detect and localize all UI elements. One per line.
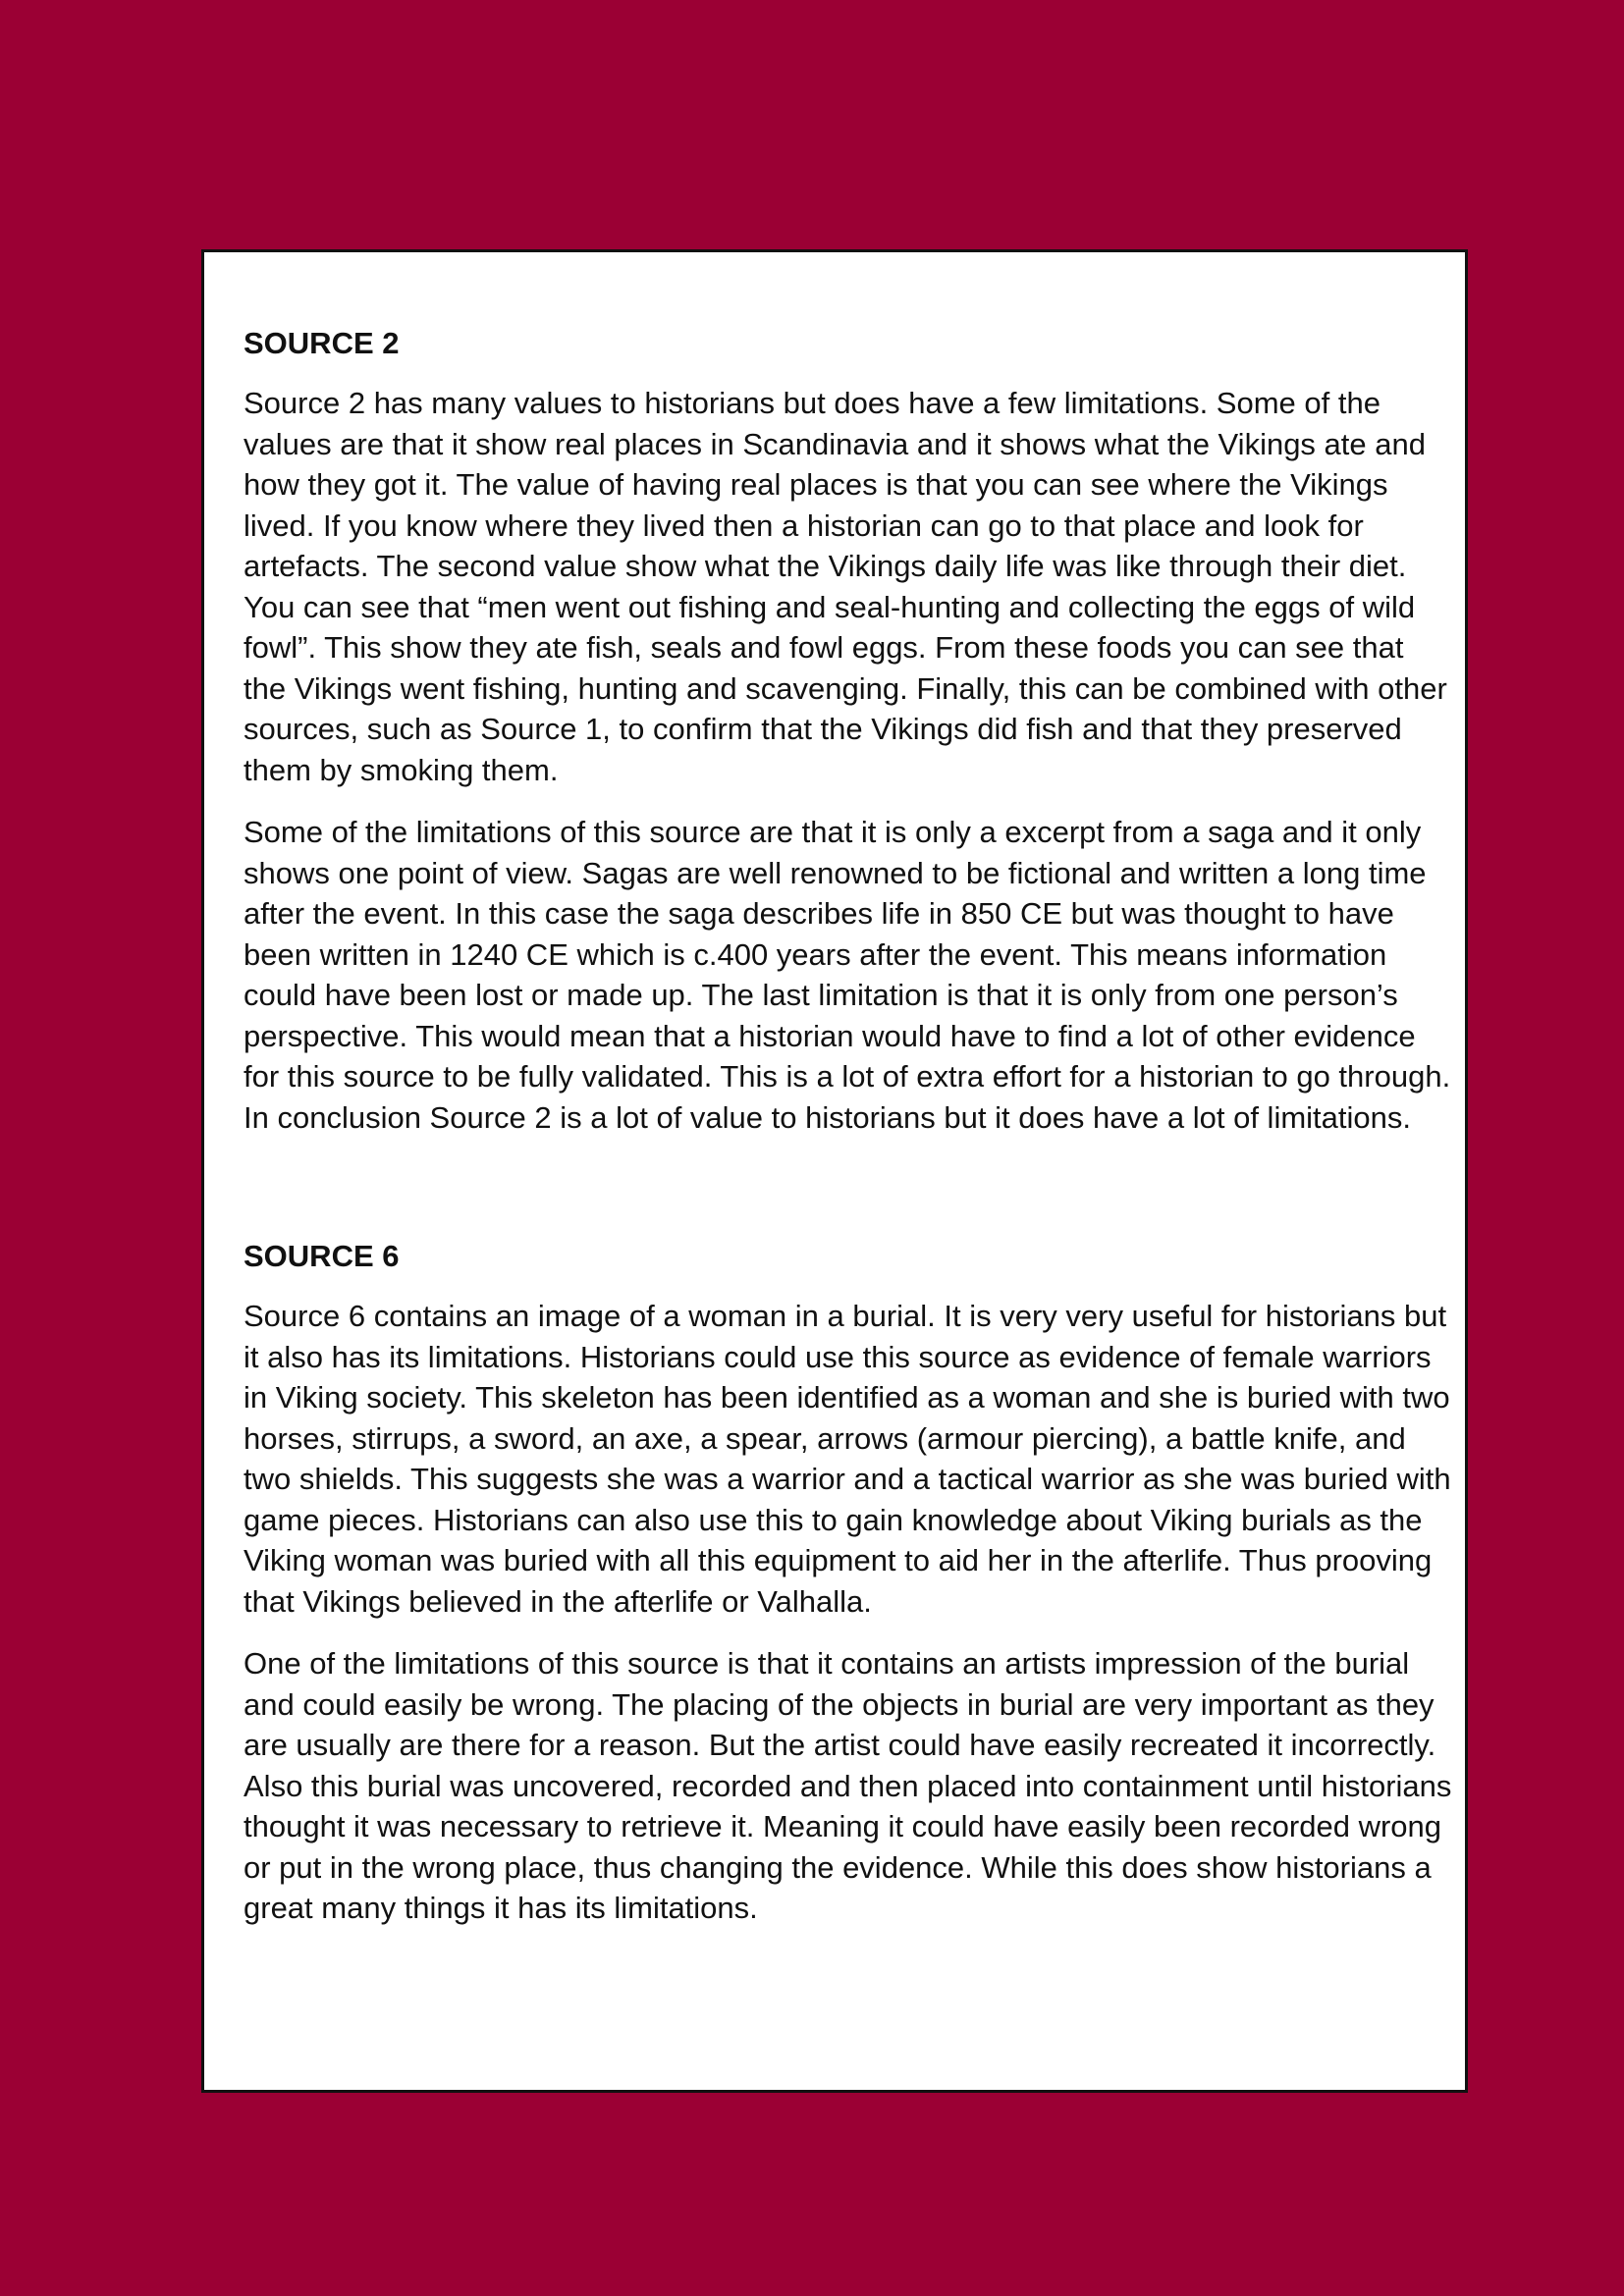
section-heading: SOURCE 2 [244,326,400,360]
section-source-6 [244,1236,1453,1929]
section-source-2 [244,323,1453,1138]
section-spacer [244,1159,1453,1236]
paragraph-values: Source 2 has many values to historians but does have a few limitations. Some of the values are that it show real places in Scandinavia and it shows what the Vikings ate and how they got it. The value of having real places is that you can see where the Vikings lived. If you know where they lived then a historian can go to that place and look for artefacts. The second value show what the Vikings daily life was like through their diet. You can see that “men went out fishing and seal-hunting and collecting the eggs of wild fowl”. This show they ate fish, seals and fowl eggs. From these foods you can see that the Vikings went fishing, hunting and scavenging. Finally, this can be combined with other sources, such as Source 1, to confirm that the Vikings did fish and that they preserved them by smoking them. [244,386,1447,787]
paragraph-values: Source 6 contains an image of a woman in a burial. It is very very useful for historians but it also has its limitations. Historians could use this source as evidence of female warriors in Viking society. This skeleton has been identified as a woman and she is buried with two horses, stirrups, a sword, an axe, a spear, arrows (armour piercing), a battle knife, and two shields. This suggests she was a warrior and a tactical warrior as she was buried with game pieces. Historians can also use this to gain knowledge about Viking burials as the Viking woman was buried with all this equipment to aid her in the afterlife. Thus prooving that Vikings believed in the afterlife or Valhalla. [244,1299,1451,1619]
paragraph-limitations: One of the limitations of this source is that it contains an artists impression of the burial and could easily be wrong. The placing of the objects in burial are very important as they are usually are there for a reason. But the artist could have easily recreated it incorrectly. Also this burial was uncovered, recorded and then placed into containment until historians thought it was necessary to retrieve it. Meaning it could have easily been recorded wrong or put in the wrong place, thus changing the evidence. While this does show historians a great many things it has its limitations. [244,1646,1452,1925]
paragraph-limitations: Some of the limitations of this source are that it is only a excerpt from a saga and it only shows one point of view. Sagas are well renowned to be fictional and written a long time after the event. In this case the saga describes life in 850 CE but was thought to have been written in 1240 CE which is c.400 years after the event. This means information could have been lost or made up. The last limitation is that it is only from one person’s perspective. This would mean that a historian would have to find a lot of other evidence for this source to be fully validated. This is a lot of extra effort for a historian to go through. In conclusion Source 2 is a lot of value to historians but it does have a lot of limitations. [244,815,1451,1135]
document-page [201,249,1468,2093]
section-heading: SOURCE 6 [244,1239,400,1273]
